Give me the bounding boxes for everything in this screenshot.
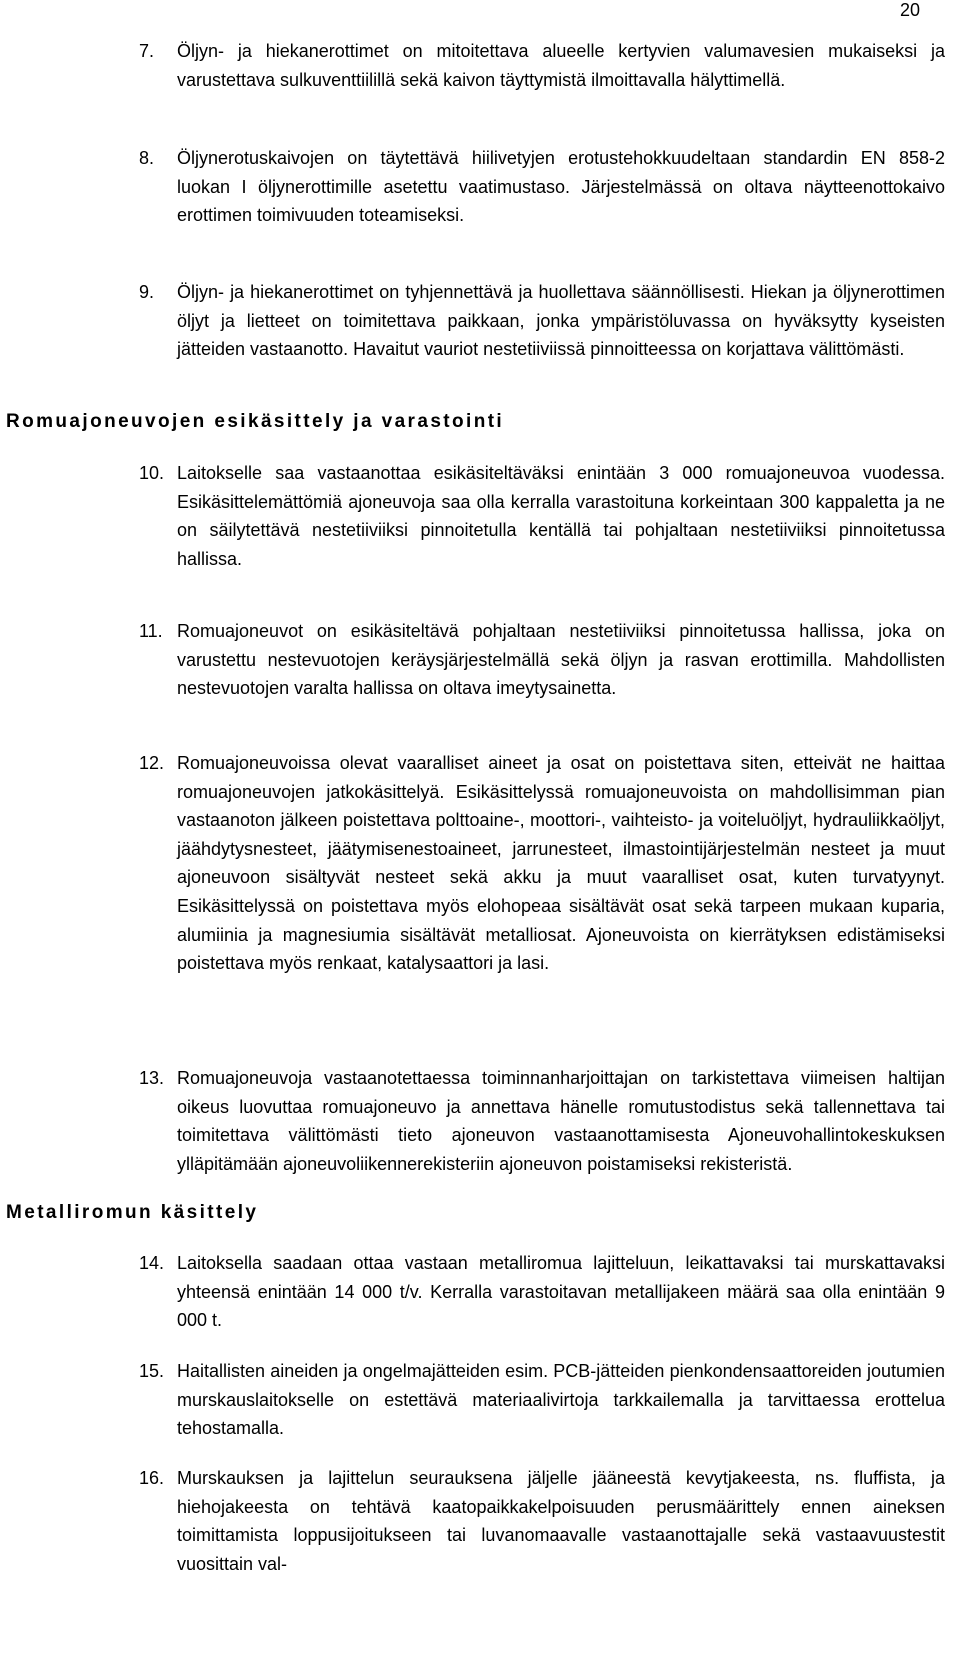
list-item [139, 1464, 945, 1578]
item-text: Öljynerotuskaivojen on täytettävä hiilivetyjen erotustehokkuudeltaan standardin EN 858-2 luokan I öljynerottimille asetettu vaatimustaso. Järjestelmässä on oltava näytteenottokaivo erottimen toimivuuden toteamiseksi. [177, 148, 945, 226]
list-item [139, 278, 945, 364]
item-number: 15. [139, 1361, 165, 1381]
list-item [139, 749, 945, 978]
item-number: 10. [139, 463, 165, 483]
item-number: 13. [139, 1068, 165, 1088]
item-number: 8. [139, 148, 155, 168]
list-item [139, 144, 945, 230]
list-item [139, 37, 945, 94]
section-heading-metalliromu: Metalliromun käsittely [6, 1202, 259, 1223]
item-number: 7. [139, 41, 155, 61]
item-text: Romuajoneuvoja vastaanotettaessa toiminnanharjoittajan on tarkistettava viimeisen haltijan oikeus luovuttaa romuajoneuvo ja annettava hänelle romutustodistus sekä tallennettava tai toimitettava välittömästi tieto ajoneuvon vastaanottamisesta Ajoneuvohallintokeskuksen ylläpitämään ajoneuvoliikennerekisteriin ajoneuvon poistamiseksi rekisteristä. [177, 1068, 945, 1174]
list-item [139, 459, 945, 573]
item-number: 16. [139, 1468, 165, 1488]
item-text: Murskauksen ja lajittelun seurauksena jäljelle jääneestä kevytjakeesta, ns. fluffista, ja hiehojakeesta on tehtävä kaatopaikkakelpoisuuden perusmäärittely ennen aineksen toimittamista loppusijoitukseen tai luvanomaavalle vastaanottajalle sekä vastaavuustestit vuosittain val- [177, 1468, 945, 1574]
item-number: 14. [139, 1253, 165, 1273]
list-item [139, 1357, 945, 1443]
item-text: Laitoksella saadaan ottaa vastaan metalliromua lajitteluun, leikattavaksi tai murskattavaksi yhteensä enintään 14 000 t/v. Kerralla varastoitavan metallijakeen määrä saa olla enintään 9 000 t. [177, 1253, 945, 1331]
item-number: 11. [139, 621, 163, 641]
item-number: 9. [139, 282, 155, 302]
list-item [139, 617, 945, 703]
list-item [139, 1064, 945, 1178]
item-text: Laitokselle saa vastaanottaa esikäsiteltäväksi enintään 3 000 romuajoneuvoa vuodessa. Esikäsittelemättömiä ajoneuvoja saa olla kerralla varastoituna korkeintaan 300 kappaletta ja ne on säilytettävä nestetiiviiksi pinnoitetulla kentällä tai pohjaltaan nestetiiviiksi pinnoitetussa hallissa. [177, 463, 945, 569]
page-number: 20 [900, 0, 921, 20]
item-number: 12. [139, 753, 165, 773]
item-text: Öljyn- ja hiekanerottimet on mitoitettava alueelle kertyvien valumavesien mukaiseksi ja varustettava sulkuventtiilillä sekä kaivon täyttymistä ilmoittavalla hälyttimellä. [177, 41, 945, 90]
item-text: Öljyn- ja hiekanerottimet on tyhjennettävä ja huollettava säännöllisesti. Hiekan ja öljynerottimen öljyt ja lietteet on toimitettava paikkaan, jonka ympäristöluvassa on hyväksytty kyseisten jätteiden vastaanotto. Havaitut vauriot nestetiiviissä pinnoitteessa on korjattava välittömästi. [177, 282, 945, 360]
item-text: Haitallisten aineiden ja ongelmajätteiden esim. PCB-jätteiden pienkondensaattoreiden joutumien murskauslaitokselle on estettävä materiaalivirtoja tarkkailemalla ja tarvittaessa erottelua tehostamalla. [177, 1361, 945, 1439]
item-text: Romuajoneuvot on esikäsiteltävä pohjaltaan nestetiiviiksi pinnoitetussa hallissa, joka on varustettu nestevuotojen keräysjärjestelmällä sekä öljyn ja rasvan erottimilla. Mahdollisten nestevuotojen varalta hallissa on oltava imeytysainetta. [177, 621, 945, 699]
list-item [139, 1249, 945, 1335]
item-text: Romuajoneuvoissa olevat vaaralliset aineet ja osat on poistettava siten, etteivät ne haittaa romuajoneuvojen jatkokäsittelyä. Esikäsittelyssä romuajoneuvoista on mahdollisimman pian vastaanoton jälkeen poistettava polttoaine-, moottori-, vaihteisto- ja voiteluöljyt, hydrauliikkaöljyt, jäähdytysnesteet, jäätymisenestoaineet, jarrunesteet, ilmastointijärjestelmän nesteet ja muut ajoneuvoon sisältyvät nesteet sekä akku ja muut vaaralliset osat, kuten turvatyynyt. Esikäsittelyssä on poistettava myös elohopeaa sisältävät osat sekä tarpeen mukaan kuparia, alumiinia ja magnesiumia sisältävät metalliosat. Ajoneuvoista on kierrätyksen edistämiseksi poistettava myös renkaat, katalysaattori ja lasi. [177, 753, 945, 974]
section-heading-romuajoneuvot: Romuajoneuvojen esikäsittely ja varastointi [6, 411, 505, 432]
